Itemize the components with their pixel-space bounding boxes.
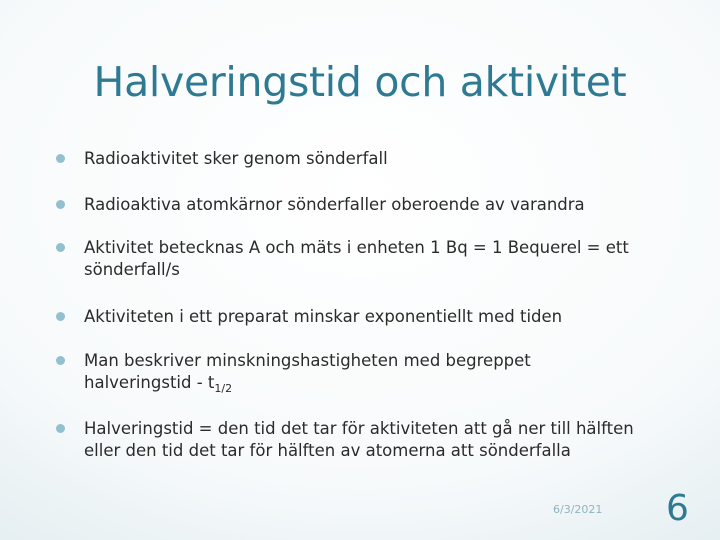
- bullet-text: Man beskriver minskningshastigheten med begreppet halveringstid - t: [84, 351, 531, 392]
- bullet-text: Aktiviteten i ett preparat minskar exponentiellt med tiden: [84, 307, 563, 326]
- bullet-dot-icon: [56, 243, 65, 252]
- slide-date: 6/3/2021: [553, 503, 603, 516]
- bullet-dot-icon: [56, 200, 65, 209]
- bullet-dot-icon: [56, 154, 65, 163]
- slide-title: Halveringstid och aktivitet: [93, 58, 627, 106]
- bullet-dot-icon: [56, 424, 65, 433]
- bullet-text: Aktivitet betecknas A och mäts i enheten 1 Bq = 1 Bequerel = ett sönderfall/s: [84, 238, 629, 279]
- bullet-dot-icon: [56, 356, 65, 365]
- bullet-subscript: 1/2: [214, 382, 233, 395]
- slide-number: 6: [666, 488, 689, 529]
- bullet-text-container: [84, 350, 604, 394]
- bullet-dot-icon: [56, 312, 65, 321]
- bullet-text: Radioaktiva atomkärnor sönderfaller oberoende av varandra: [84, 195, 585, 214]
- bullet-text: Halveringstid = den tid det tar för aktiviteten att gå ner till hälften eller den tid det tar för hälften av atomerna att sönderfalla: [84, 419, 634, 460]
- bullet-text: Radioaktivitet sker genom sönderfall: [84, 149, 388, 168]
